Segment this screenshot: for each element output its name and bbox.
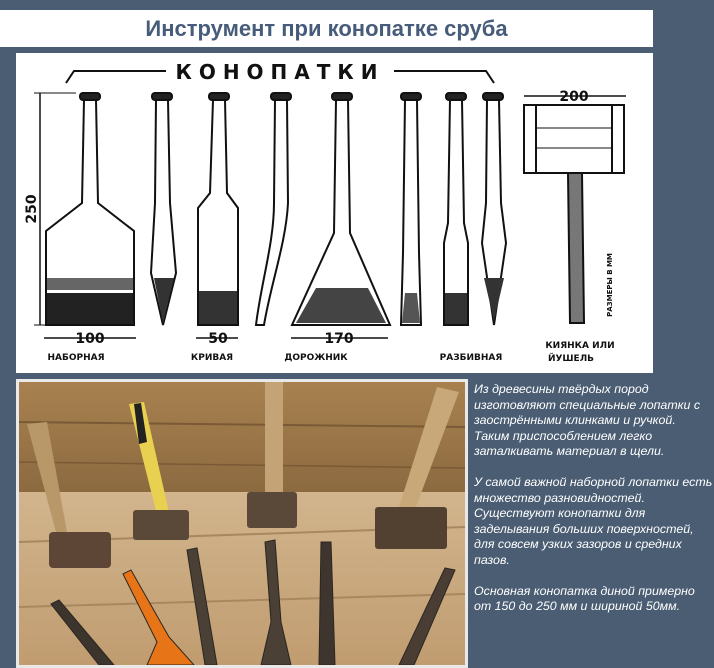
- tool-medium: [198, 93, 238, 325]
- side-note: РАЗМЕРЫ В ММ: [606, 253, 614, 317]
- paragraph-3: Основная конопатка диной примерно от 150 до 250 мм и шириной 50мм.: [474, 583, 695, 613]
- dim-50: 50: [208, 331, 228, 347]
- label-mallet-line2: ЙУШЕЛЬ: [547, 354, 595, 364]
- drawing-group-label: КОНОПАТКИ: [175, 60, 385, 84]
- dim-100: 100: [75, 331, 105, 347]
- description-text: [474, 382, 714, 668]
- label-krivaya: КРИВАЯ: [190, 353, 234, 363]
- dim-height: 250: [24, 194, 40, 224]
- tool-nabornaya: [46, 93, 134, 325]
- dim-170: 170: [324, 331, 354, 347]
- tools-drawing: [16, 53, 653, 373]
- tools-photo-svg: [19, 382, 465, 665]
- tool-razbivnaya-1: [401, 93, 421, 325]
- label-razbivnaya: РАЗБИВНАЯ: [439, 353, 503, 363]
- title-bar: [0, 10, 653, 47]
- dim-200: 200: [559, 89, 589, 105]
- label-nabornaya: НАБОРНАЯ: [47, 353, 105, 363]
- tools-photo: [16, 379, 468, 668]
- page-title: Инструмент при конопатке сруба: [145, 15, 508, 41]
- paragraph-2: У самой важной наборной лопатки есть множество разновидностей. Существуют конопатки для заделывания больших поверхностей, для совсем узких зазоров и средних пазов.: [474, 475, 713, 567]
- tool-krivaya: [256, 93, 291, 325]
- tool-dorozhnik: [292, 93, 390, 325]
- tool-narrow-1: [151, 93, 176, 325]
- tool-razbivnaya-2: [444, 93, 468, 325]
- tools-drawing-svg: [16, 53, 653, 373]
- label-dorozhnik: ДОРОЖНИК: [284, 353, 348, 363]
- tool-razbivnaya-3: [482, 93, 506, 325]
- paragraph-1: Из древесины твёрдых пород изготовляют специальные лопатки с заострёнными клинками и ручкой. Таким приспособлением легко заталкивать материал в щели.: [474, 382, 701, 458]
- label-mallet-line1: КИЯНКА ИЛИ: [545, 341, 615, 351]
